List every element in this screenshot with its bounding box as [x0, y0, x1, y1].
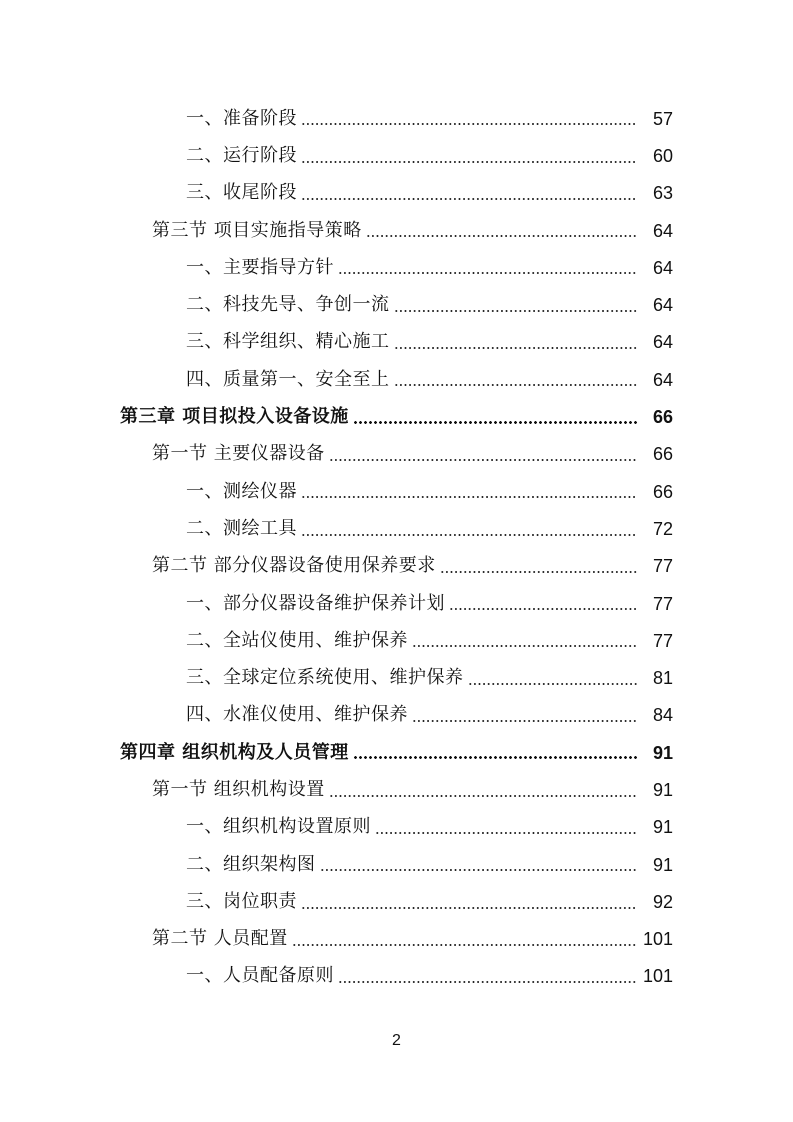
dot-leader: [353, 421, 637, 424]
dot-leader: [412, 720, 637, 722]
toc-entry-section[interactable]: [0, 921, 793, 958]
toc-entry-section[interactable]: [0, 436, 793, 473]
toc-entry-item[interactable]: [0, 137, 793, 174]
dot-leader: [412, 645, 637, 647]
toc-entry-page: 72: [652, 518, 673, 539]
toc-entry-page: 64: [652, 295, 673, 316]
toc-entry-label: 第三章 项目拟投入设备设施: [120, 406, 349, 428]
dot-leader: [329, 459, 637, 461]
dot-leader: [301, 907, 637, 909]
toc-entry-page: 91: [652, 854, 673, 875]
dot-leader: [301, 198, 637, 200]
dot-leader: [449, 608, 637, 610]
toc-entry-page: 91: [652, 817, 673, 838]
toc-entry-page: 66: [652, 481, 673, 502]
toc-entry-label: 第一节 组织机构设置: [152, 778, 325, 800]
page-number: 2: [392, 1032, 401, 1049]
toc-entry-page: 60: [652, 145, 673, 166]
dot-leader: [301, 496, 637, 498]
toc-entry-page: 66: [652, 407, 673, 428]
toc-entry-section[interactable]: [0, 771, 793, 808]
toc-entry-label: 一、准备阶段: [186, 107, 297, 129]
dot-leader: [292, 944, 637, 946]
toc-entry-label: 三、岗位职责: [186, 890, 297, 912]
toc-entry-item[interactable]: [0, 846, 793, 883]
toc-entry-page: 101: [642, 966, 673, 987]
toc-entry-label: 一、测绘仪器: [186, 480, 297, 502]
toc-entry-label: 三、科学组织、精心施工: [186, 331, 390, 353]
toc-entry-label: 二、测绘工具: [186, 517, 297, 539]
toc-entry-page: 66: [652, 444, 673, 465]
toc-entry-item[interactable]: [0, 809, 793, 846]
dot-leader: [320, 869, 638, 871]
toc-entry-label: 四、质量第一、安全至上: [186, 368, 390, 390]
toc-entry-section[interactable]: [0, 548, 793, 585]
dot-leader: [338, 272, 637, 274]
toc-entry-chapter[interactable]: [0, 398, 793, 435]
toc-entry-label: 二、运行阶段: [186, 144, 297, 166]
toc-entry-label: 第二节 人员配置: [152, 928, 288, 950]
toc-entry-page: 92: [652, 891, 673, 912]
toc-entry-page: 77: [652, 593, 673, 614]
toc-entry-page: 91: [652, 742, 673, 763]
toc-entry-item[interactable]: [0, 473, 793, 510]
toc-entry-item[interactable]: [0, 286, 793, 323]
toc-entry-item[interactable]: [0, 585, 793, 622]
toc-entry-page: 64: [652, 220, 673, 241]
toc-entry-page: 64: [652, 332, 673, 353]
toc-entry-label: 第三节 项目实施指导策略: [152, 219, 362, 241]
toc-entry-page: 77: [652, 630, 673, 651]
toc-entry-page: 91: [652, 779, 673, 800]
dot-leader: [394, 384, 638, 386]
toc-entry-page: 77: [652, 556, 673, 577]
dot-leader: [301, 161, 637, 163]
toc-entry-item[interactable]: [0, 361, 793, 398]
toc-entry-page: 64: [652, 257, 673, 278]
dot-leader: [394, 310, 638, 312]
toc-entry-label: 一、组织机构设置原则: [186, 816, 371, 838]
toc-entry-page: 64: [652, 369, 673, 390]
toc-entry-section[interactable]: [0, 212, 793, 249]
toc-entry-item[interactable]: [0, 324, 793, 361]
toc-entry-item[interactable]: [0, 659, 793, 696]
dot-leader: [468, 683, 638, 685]
toc-entry-page: 81: [652, 668, 673, 689]
toc-entry-item[interactable]: [0, 510, 793, 547]
toc-entry-item[interactable]: [0, 883, 793, 920]
toc-entry-item[interactable]: [0, 697, 793, 734]
toc-entry-label: 二、组织架构图: [186, 853, 316, 875]
toc-entry-page: 57: [652, 108, 673, 129]
toc-entry-page: 101: [642, 929, 673, 950]
toc-entry-label: 三、全球定位系统使用、维护保养: [186, 667, 464, 689]
toc-entry-item[interactable]: [0, 175, 793, 212]
dot-leader: [366, 235, 637, 237]
dot-leader: [338, 981, 637, 983]
toc-entry-page: 63: [652, 183, 673, 204]
toc-entry-label: 一、主要指导方针: [186, 256, 334, 278]
dot-leader: [329, 795, 637, 797]
dot-leader: [375, 832, 637, 834]
toc-entry-label: 一、人员配备原则: [186, 965, 334, 987]
toc-entry-item[interactable]: [0, 622, 793, 659]
dot-leader: [440, 571, 637, 573]
toc-entry-label: 三、收尾阶段: [186, 182, 297, 204]
dot-leader: [301, 534, 637, 536]
dot-leader: [301, 123, 637, 125]
dot-leader: [394, 347, 638, 349]
dot-leader: [353, 756, 637, 759]
toc-entry-label: 四、水准仪使用、维护保养: [186, 704, 408, 726]
toc-entry-chapter[interactable]: [0, 734, 793, 771]
toc-entry-item[interactable]: [0, 100, 793, 137]
toc-entry-page: 84: [652, 705, 673, 726]
toc-entry-label: 二、科技先导、争创一流: [186, 294, 390, 316]
toc-entry-item[interactable]: [0, 249, 793, 286]
table-of-contents: [0, 100, 793, 995]
toc-entry-label: 二、全站仪使用、维护保养: [186, 629, 408, 651]
toc-entry-label: 第一节 主要仪器设备: [152, 443, 325, 465]
toc-entry-label: 一、部分仪器设备维护保养计划: [186, 592, 445, 614]
toc-entry-label: 第四章 组织机构及人员管理: [120, 741, 349, 763]
toc-entry-item[interactable]: [0, 958, 793, 995]
toc-entry-label: 第二节 部分仪器设备使用保养要求: [152, 555, 436, 577]
